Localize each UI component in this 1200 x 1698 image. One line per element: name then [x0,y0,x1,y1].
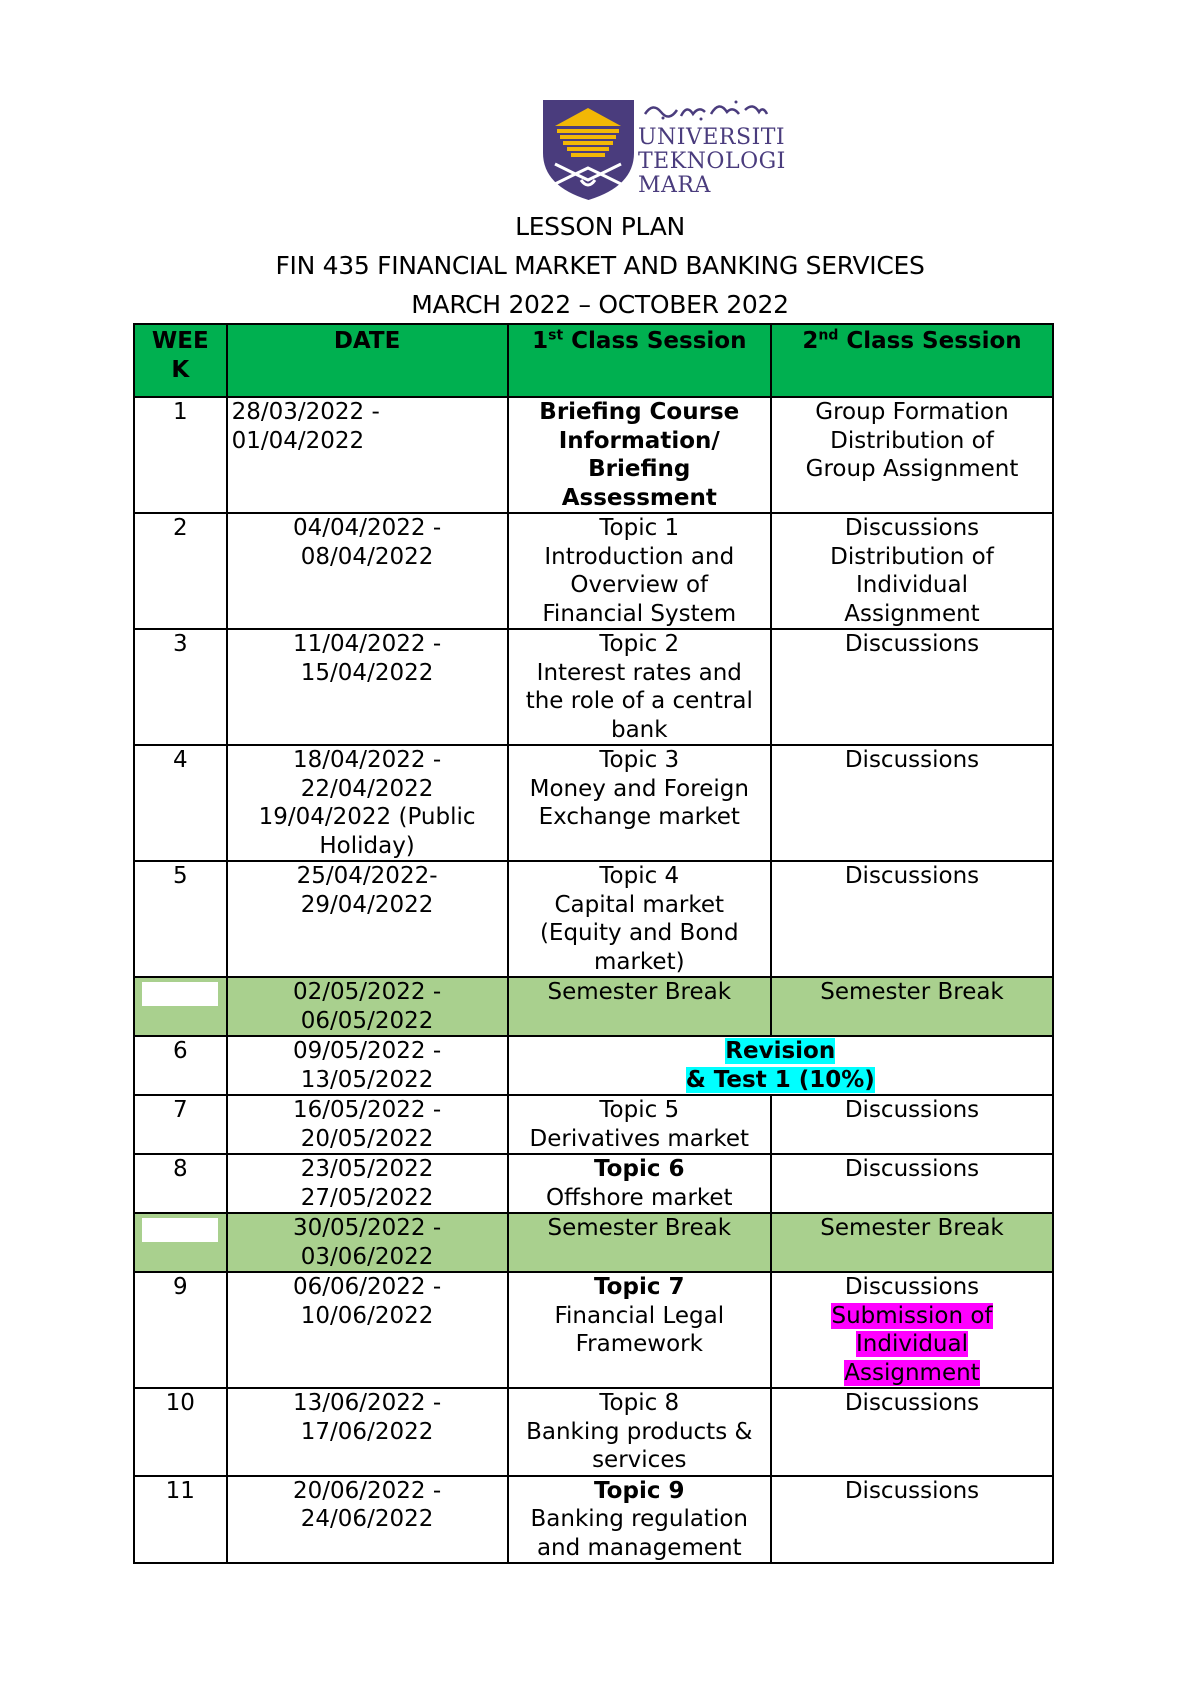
date-cell [227,1213,508,1272]
session2-cell [771,1154,1053,1213]
blank-marker [142,982,218,1006]
week-cell: 7 [134,1095,227,1154]
date-line: 04/04/2022 - [292,515,442,541]
date-cell [227,513,508,629]
date-line: 02/05/2022 - [292,979,442,1005]
session2-cell [771,1476,1053,1564]
header-s1-num: 1 [532,328,549,354]
brand-line-2: TEKNOLOGI [638,149,786,174]
date-line: 27/05/2022 [300,1184,434,1211]
week-cell: 5 [134,861,227,977]
date-line: 08/04/2022 [300,543,434,570]
date-cell [227,1476,508,1564]
date-cell [227,1388,508,1476]
session2-cell [771,745,1053,861]
session1-line: Financial System [542,600,737,627]
topic-title: Topic 6 [594,1156,685,1182]
week-cell-blank [134,1213,227,1272]
date-line: 28/03/2022 - [231,399,380,425]
session2-line: Individual [855,572,968,598]
header-s1-sup: st [548,327,564,344]
date-cell [227,1036,508,1095]
table-row [134,629,1053,745]
topic-title: Topic 7 [594,1274,685,1300]
date-line: 10/06/2022 [300,1302,434,1329]
date-line: 19/04/2022 (Public [258,804,476,830]
header-date: DATE [227,324,508,397]
session1-cell [508,1095,771,1154]
session1-line: (Equity and Bond [539,920,739,946]
date-line: 25/04/2022- [296,863,438,889]
session2-cell [771,397,1053,513]
session1-cell [508,1388,771,1476]
document-title-block [0,207,1200,324]
session1-line: Topic 5 [599,1097,680,1123]
week-cell: 3 [134,629,227,745]
brand-line-1: UNIVERSITI [638,125,786,150]
session1-line: Banking products & [526,1418,753,1445]
date-line: 01/04/2022 [231,427,365,454]
title-course: FIN 435 FINANCIAL MARKET AND BANKING SERVICES [275,251,925,280]
date-line: 16/05/2022 - [292,1097,442,1123]
date-line: 20/05/2022 [300,1125,434,1152]
semester-break-row [134,977,1053,1036]
week-cell: 4 [134,745,227,861]
session1-line: services [592,1447,687,1473]
session1-line: Capital market [554,891,725,918]
date-cell [227,629,508,745]
session1-line: and management [536,1534,742,1561]
week-cell: 10 [134,1388,227,1476]
session1-line: Interest rates and [536,659,742,686]
session1-line: Banking regulation [530,1506,748,1532]
session1-cell [508,861,771,977]
date-line: 20/06/2022 - [292,1477,442,1504]
title-lesson-plan: LESSON PLAN [515,212,685,241]
header-s2-sup: nd [818,327,839,344]
date-line: 30/05/2022 - [292,1215,442,1241]
date-line: Holiday) [319,832,415,859]
header-s2-num: 2 [802,328,819,354]
header-session-1 [508,324,771,397]
week-cell: 1 [134,397,227,513]
session1-line: Offshore market [545,1184,733,1211]
date-line: 09/05/2022 - [292,1038,442,1064]
session1-cell [508,1154,771,1213]
session1-line: Overview of [570,572,709,598]
table-row [134,1036,1053,1095]
header-session-2 [771,324,1053,397]
session2-line: Discussions [844,1390,980,1416]
header-week-line2: K [171,356,190,383]
date-line: 13/05/2022 [300,1066,434,1093]
jawi-script [641,98,771,126]
title-period: MARCH 2022 – OCTOBER 2022 [411,290,789,319]
date-cell [227,977,508,1036]
date-line: 13/06/2022 - [292,1390,442,1416]
session1-line: Topic 2 [599,631,680,657]
session1-line: Introduction and [544,543,735,570]
date-line: 29/04/2022 [300,891,434,918]
session2-line: Discussions [844,747,980,773]
week-cell: 8 [134,1154,227,1213]
session2-line: Distribution of [830,543,994,570]
session1-line: Information/ [558,427,720,454]
session2-cell [771,861,1053,977]
session1-line: Financial Legal [554,1302,725,1329]
date-cell [227,1095,508,1154]
date-cell [227,1154,508,1213]
date-line: 15/04/2022 [300,659,434,686]
date-cell [227,745,508,861]
test-label: & Test 1 (10%) [685,1066,875,1093]
week-cell: 2 [134,513,227,629]
session1-cell [508,629,771,745]
date-line: 22/04/2022 [300,775,434,802]
session1-cell [508,1476,771,1564]
session1-cell: Semester Break [508,1213,771,1272]
session2-line: Discussions [844,1156,980,1182]
session2-line: Discussions [844,1097,980,1123]
table-row [134,1272,1053,1388]
session1-line: Briefing [588,456,691,482]
session2-line: Discussions [844,515,980,541]
table-row [134,745,1053,861]
session1-line: Topic 4 [599,863,680,889]
date-line: 18/04/2022 - [292,747,442,773]
date-line: 06/06/2022 - [292,1274,442,1300]
table-row [134,1388,1053,1476]
revision-test-cell [508,1036,1053,1095]
session2-cell: Semester Break [771,1213,1053,1272]
session1-line: Framework [575,1331,703,1357]
date-line: 24/06/2022 [300,1506,434,1532]
session2-line: Assignment [844,600,980,627]
date-line: 06/05/2022 [300,1007,434,1034]
session1-line: Topic 8 [599,1390,680,1416]
date-line: 11/04/2022 - [292,631,442,657]
submission-highlight: Assignment [844,1359,980,1386]
session2-cell [771,1272,1053,1388]
session2-line: Group Formation [815,399,1009,425]
session1-line: Topic 1 [599,515,680,541]
session1-line: Briefing Course [539,399,740,425]
session1-line: Money and Foreign [529,775,749,802]
session2-line: Discussions [844,631,980,657]
table-row [134,1095,1053,1154]
table-row [134,1154,1053,1213]
date-cell [227,397,508,513]
topic-title: Topic 9 [594,1477,685,1504]
session2-line: Discussions [844,1477,980,1504]
lesson-plan-table [133,323,1054,1564]
session1-cell [508,513,771,629]
session2-cell [771,1388,1053,1476]
session1-line: Assessment [561,484,717,511]
header-week-line1: WEE [151,328,209,354]
session1-line: bank [610,716,668,743]
table-row [134,861,1053,977]
session2-cell [771,513,1053,629]
week-cell-blank [134,977,227,1036]
session2-line: Discussions [844,1274,980,1300]
session1-cell: Semester Break [508,977,771,1036]
uitm-logo [541,98,786,202]
session1-cell [508,397,771,513]
uitm-crest-icon [541,98,636,202]
session1-line: the role of a central [525,688,753,714]
submission-highlight: Submission of [831,1302,993,1329]
brand-name [638,125,786,198]
submission-highlight: Individual [855,1331,968,1357]
semester-break-row [134,1213,1053,1272]
session1-line: Topic 3 [599,747,680,773]
session2-line: Discussions [844,863,980,889]
session1-line: market) [593,948,685,975]
session2-cell [771,1095,1053,1154]
session1-line: Exchange market [538,804,740,830]
date-cell [227,861,508,977]
table-row [134,513,1053,629]
date-line: 17/06/2022 [300,1418,434,1445]
week-cell: 6 [134,1036,227,1095]
session1-cell [508,745,771,861]
session2-line: Distribution of [830,427,994,454]
date-line: 23/05/2022 [300,1156,434,1182]
session1-cell [508,1272,771,1388]
blank-marker [142,1218,218,1242]
header-s1-label: Class Session [563,328,747,354]
week-cell: 11 [134,1476,227,1564]
table-header-row [134,324,1053,397]
session2-cell: Semester Break [771,977,1053,1036]
table-row [134,1476,1053,1564]
table-row [134,397,1053,513]
revision-label: Revision [725,1038,836,1064]
session2-line: Group Assignment [805,456,1019,482]
session1-line: Derivatives market [529,1125,750,1152]
header-week [134,324,227,397]
week-cell: 9 [134,1272,227,1388]
date-cell [227,1272,508,1388]
date-line: 03/06/2022 [300,1243,434,1270]
session2-cell [771,629,1053,745]
brand-line-3: MARA [638,173,711,198]
header-s2-label: Class Session [838,328,1022,354]
